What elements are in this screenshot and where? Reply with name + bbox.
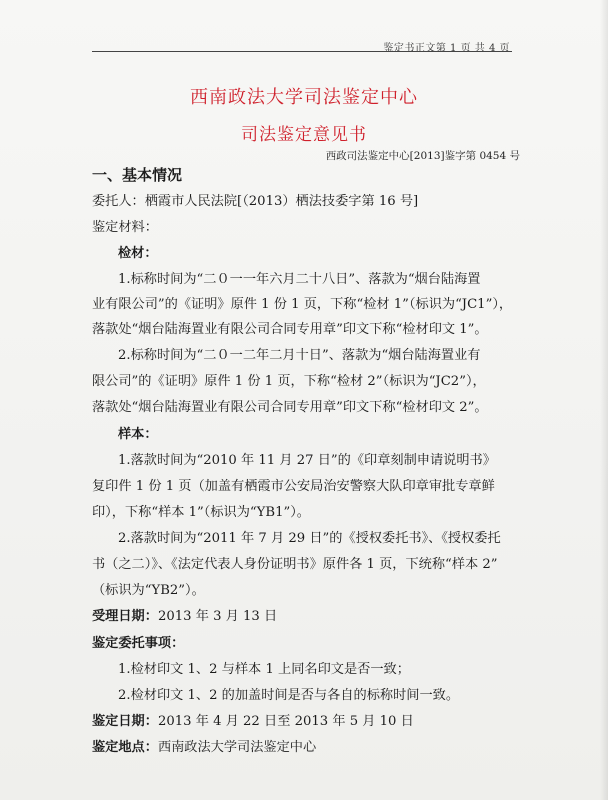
appraisal-date-line	[92, 712, 414, 732]
exam-item-2-line-3: 落款处“烟台陆海置业有限公司合同专用章”印文下称“检材印文 2”。	[92, 400, 488, 415]
sample-item-1-line-3: 印），下称“样本 1”（标识为“YB1”）。	[92, 505, 310, 520]
sample-item-1-line-2: 复印件 1 份 1 页（加盖有栖霞市公安局治安警察大队印章审批专章鲜	[92, 479, 495, 494]
page-number: 鉴定书正文第 1 页 共 4 页	[383, 43, 510, 54]
appraisal-place-label: 鉴定地点：	[92, 740, 158, 755]
sample-item-2-line-1: 2.落款时间为“2011 年 7 月 29 日”的《授权委托书》、《授权委托	[118, 531, 501, 546]
appraisal-date-value: 2013 年 4 月 22 日至 2013 年 5 月 10 日	[157, 714, 414, 729]
sample-item-2-line-2: 书（之二）》、《法定代表人身份证明书》原件各 1 页，下统称“样本 2”	[92, 557, 498, 572]
appraisal-date-label: 鉴定日期：	[92, 714, 158, 729]
accept-date-value: 2013 年 3 月 13 日	[157, 609, 278, 624]
sample-item-1-line-1: 1.落款时间为“2010 年 11 月 27 日”的《印章刻制申请说明书》	[118, 453, 496, 468]
section-heading: 一、基本情况	[92, 166, 183, 184]
appraisal-place-value: 西南政法大学司法鉴定中心	[157, 740, 317, 755]
sample-label: 样本：	[118, 427, 158, 442]
exam-label: 检材：	[118, 246, 158, 261]
exam-item-1-line-1: 1.标称时间为“二０一一年六月二十八日”、落款为“烟台陆海置	[118, 272, 481, 287]
client-label: 委托人：	[92, 194, 145, 209]
client-line	[92, 192, 418, 212]
exam-item-1-line-2: 业有限公司”的《证明》原件 1 份 1 页，下称“检材 1”（标识为“JC1”），	[92, 297, 513, 312]
materials-label: 鉴定材料：	[92, 220, 158, 235]
document-title: 司法鉴定意见书	[241, 125, 367, 145]
accept-date-label: 受理日期：	[92, 609, 158, 624]
document-number: 西政司法鉴定中心[2013]鉴字第 0454 号	[325, 150, 520, 162]
header-rule	[92, 51, 512, 52]
sample-item-2-line-3: （标识为“YB2”）。	[92, 583, 205, 598]
matter-item-1: 1.检材印文 1、2 与样本 1 上同名印文是否一致；	[118, 662, 410, 677]
appraisal-place-line	[92, 738, 316, 758]
page-edge-shadow	[600, 0, 608, 800]
institution-title: 西南政法大学司法鉴定中心	[190, 87, 418, 108]
exam-item-2-line-2: 限公司”的《证明》原件 1 份 1 页，下称“检材 2”（标识为“JC2”），	[92, 374, 486, 389]
exam-item-1-line-3: 落款处“烟台陆海置业有限公司合同专用章”印文下称“检材印文 1”。	[92, 322, 488, 337]
client-value: 栖霞市人民法院[（2013）栖法技委字第 16 号]	[144, 194, 419, 209]
matters-label: 鉴定委托事项：	[92, 636, 185, 651]
exam-item-2-line-1: 2.标称时间为“二０一二年二月十日”、落款为“烟台陆海置业有	[118, 348, 481, 363]
matter-item-2: 2.检材印文 1、2 的加盖时间是否与各自的标称时间一致。	[118, 688, 460, 703]
accept-date-line	[92, 607, 277, 627]
